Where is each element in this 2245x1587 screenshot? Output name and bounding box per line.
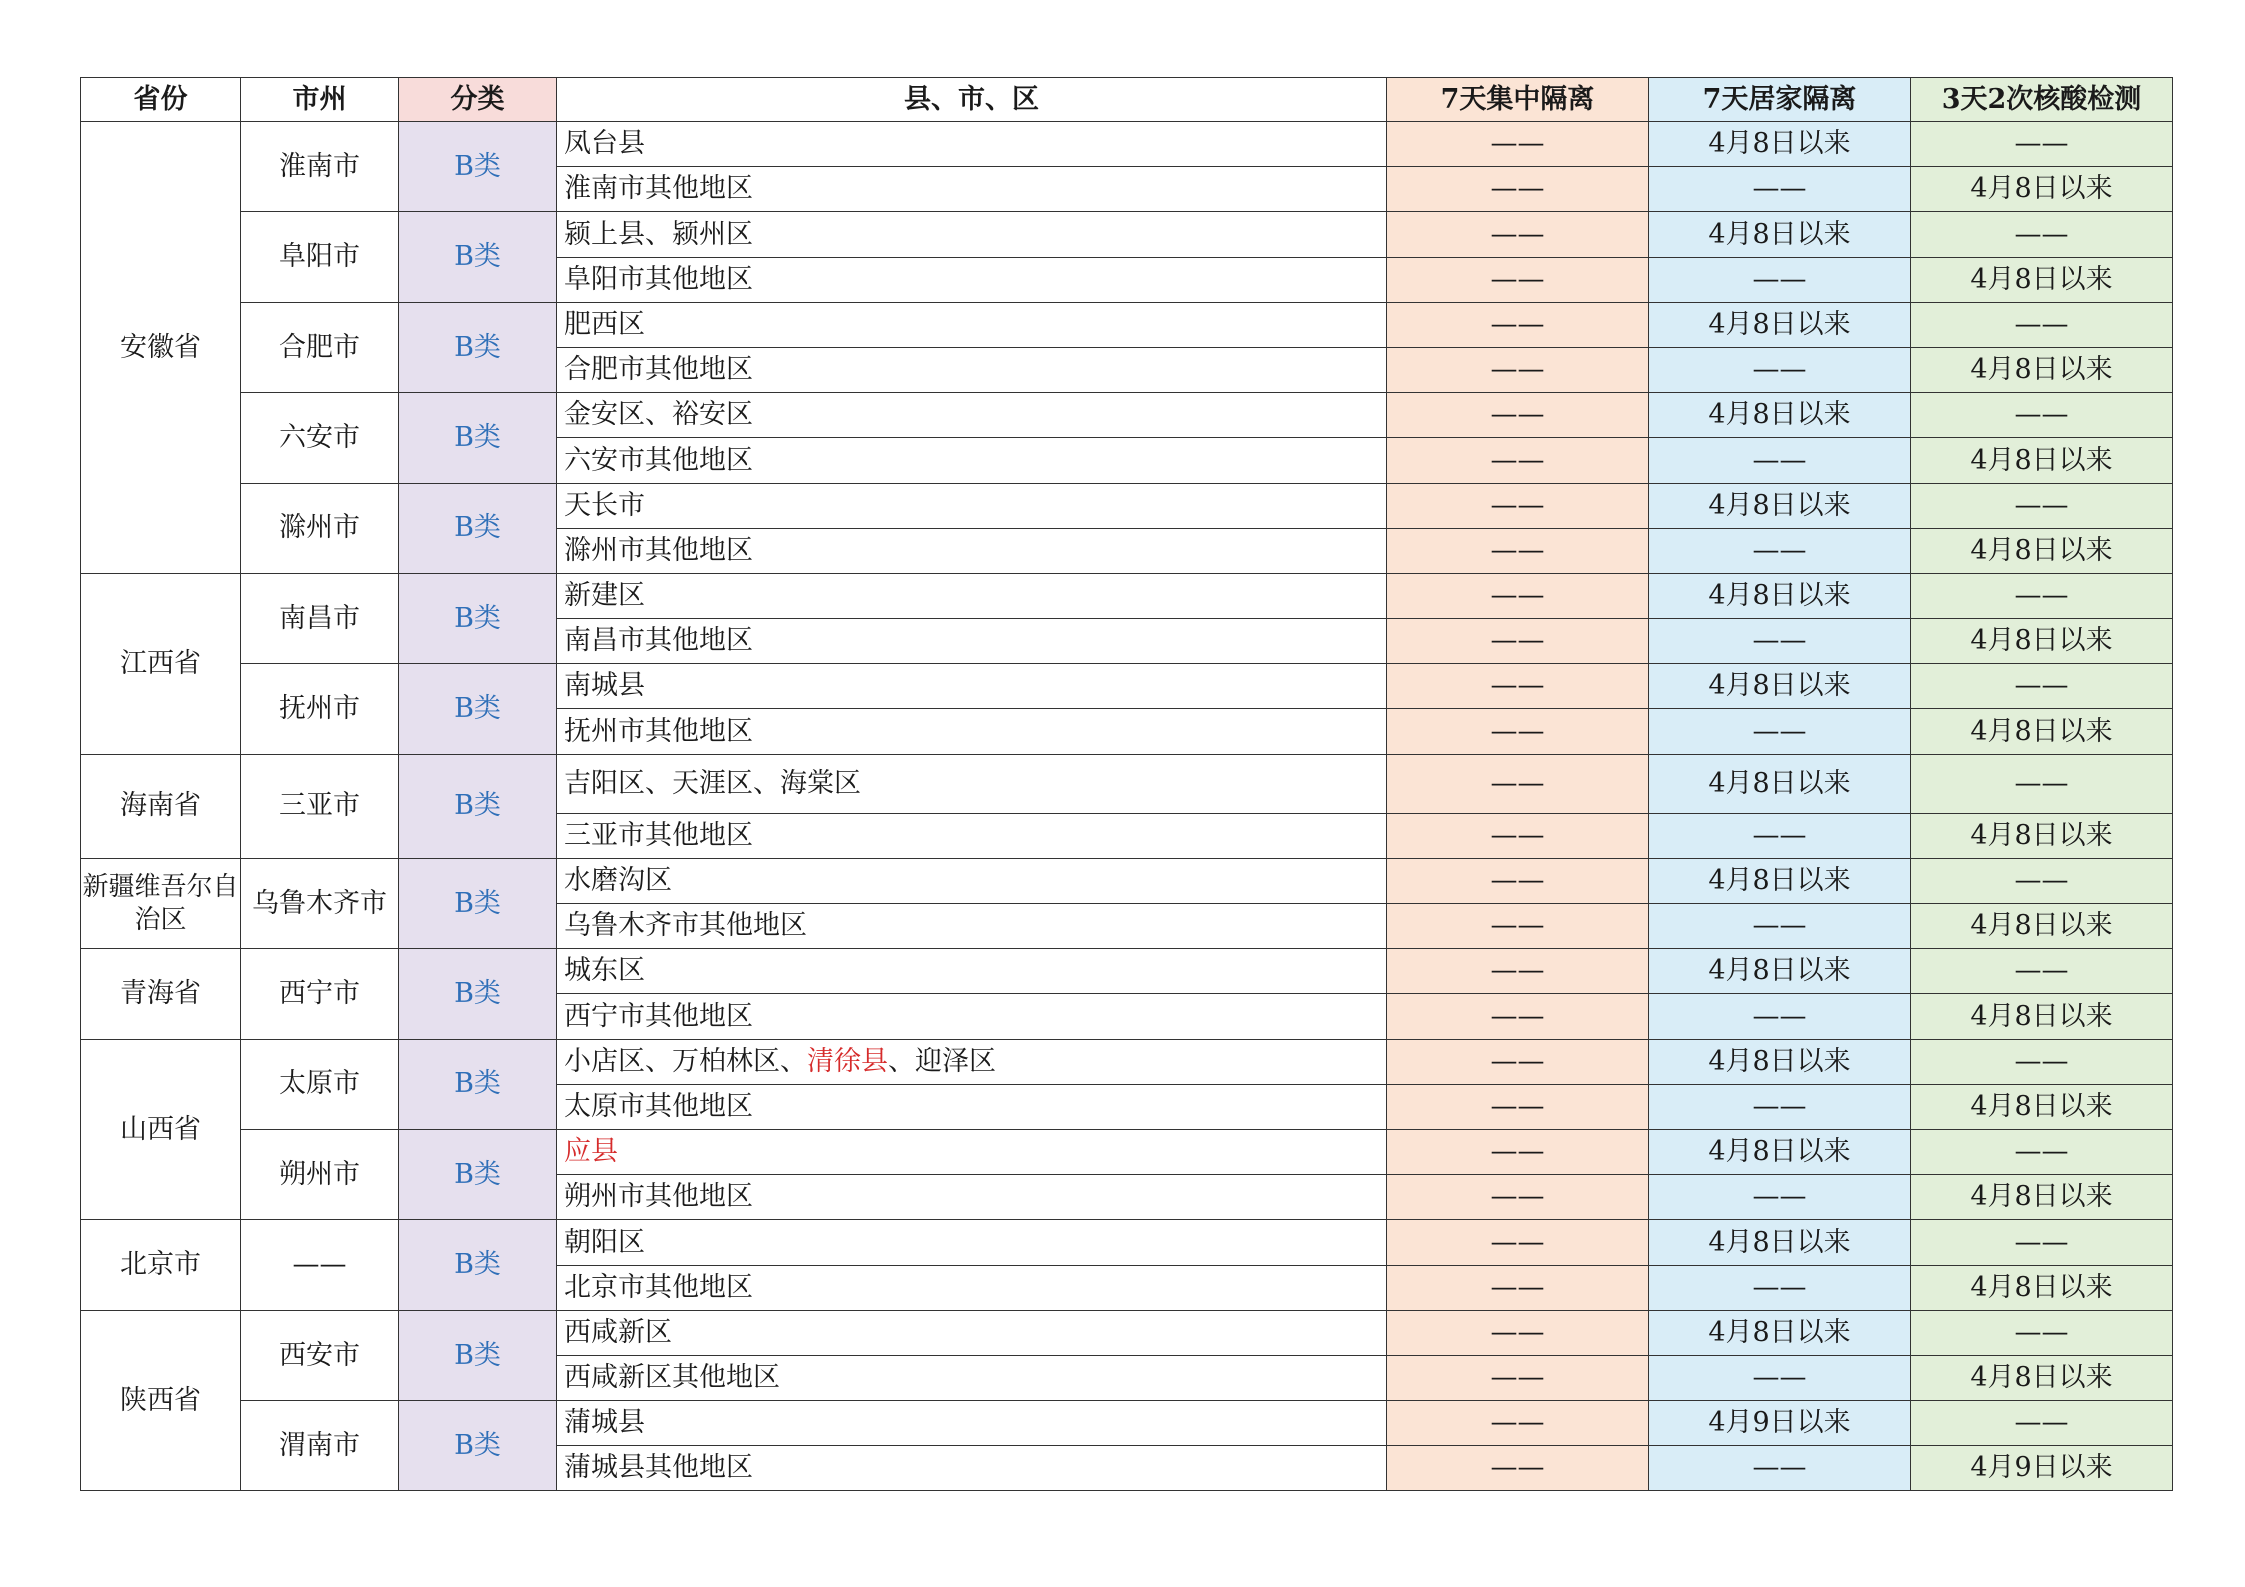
home-quarantine-cell: 4月9日以来 xyxy=(1649,1401,1911,1446)
county-cell: 乌鲁木齐市其他地区 xyxy=(557,904,1387,949)
table-row xyxy=(81,1310,2173,1355)
county-cell: 城东区 xyxy=(557,949,1387,994)
nucleic-test-cell: 4月8日以来 xyxy=(1911,528,2173,573)
city-cell: 乌鲁木齐市 xyxy=(241,858,399,948)
table-row xyxy=(81,1220,2173,1265)
home-quarantine-cell: 4月8日以来 xyxy=(1649,858,1911,903)
home-quarantine-cell: —— xyxy=(1649,1084,1911,1129)
category-cell: B类 xyxy=(399,949,557,1039)
category-cell: B类 xyxy=(399,122,557,212)
home-quarantine-cell: —— xyxy=(1649,347,1911,392)
city-cell: 滁州市 xyxy=(241,483,399,573)
county-cell: 金安区、裕安区 xyxy=(557,393,1387,438)
nucleic-test-cell: 4月8日以来 xyxy=(1911,994,2173,1039)
province-cell: 海南省 xyxy=(81,754,241,858)
nucleic-test-cell: 4月8日以来 xyxy=(1911,1265,2173,1310)
home-quarantine-cell: —— xyxy=(1649,904,1911,949)
province-cell: 山西省 xyxy=(81,1039,241,1220)
home-quarantine-cell: 4月8日以来 xyxy=(1649,573,1911,618)
city-cell: 淮南市 xyxy=(241,122,399,212)
city-cell: 朔州市 xyxy=(241,1129,399,1219)
county-cell: 水磨沟区 xyxy=(557,858,1387,903)
county-cell: 北京市其他地区 xyxy=(557,1265,1387,1310)
nucleic-test-cell: 4月8日以来 xyxy=(1911,619,2173,664)
county-cell: 天长市 xyxy=(557,483,1387,528)
home-quarantine-cell: 4月8日以来 xyxy=(1649,483,1911,528)
home-quarantine-cell: —— xyxy=(1649,619,1911,664)
city-cell: 渭南市 xyxy=(241,1401,399,1491)
central-quarantine-cell: —— xyxy=(1387,949,1649,994)
category-cell: B类 xyxy=(399,754,557,858)
header-city: 市州 xyxy=(241,78,399,122)
header-county: 县、市、区 xyxy=(557,78,1387,122)
central-quarantine-cell: —— xyxy=(1387,619,1649,664)
city-cell: 合肥市 xyxy=(241,302,399,392)
category-cell: B类 xyxy=(399,1039,557,1129)
province-cell: 江西省 xyxy=(81,573,241,754)
county-cell: 抚州市其他地区 xyxy=(557,709,1387,754)
nucleic-test-cell: 4月8日以来 xyxy=(1911,709,2173,754)
home-quarantine-cell: 4月8日以来 xyxy=(1649,754,1911,813)
home-quarantine-cell: 4月8日以来 xyxy=(1649,1310,1911,1355)
county-cell: 肥西区 xyxy=(557,302,1387,347)
table-row xyxy=(81,122,2173,167)
category-cell: B类 xyxy=(399,483,557,573)
county-cell: 南昌市其他地区 xyxy=(557,619,1387,664)
county-cell: 西咸新区其他地区 xyxy=(557,1355,1387,1400)
table-row xyxy=(81,858,2173,903)
nucleic-test-cell: —— xyxy=(1911,1039,2173,1084)
central-quarantine-cell: —— xyxy=(1387,483,1649,528)
county-text: 、迎泽区 xyxy=(888,1045,996,1077)
province-cell: 陕西省 xyxy=(81,1310,241,1491)
central-quarantine-cell: —— xyxy=(1387,664,1649,709)
county-cell: 朔州市其他地区 xyxy=(557,1175,1387,1220)
central-quarantine-cell: —— xyxy=(1387,1355,1649,1400)
county-cell: 蒲城县其他地区 xyxy=(557,1446,1387,1491)
nucleic-test-cell: —— xyxy=(1911,122,2173,167)
province-cell: 青海省 xyxy=(81,949,241,1039)
home-quarantine-cell: —— xyxy=(1649,257,1911,302)
central-quarantine-cell: —— xyxy=(1387,1084,1649,1129)
nucleic-test-cell: —— xyxy=(1911,858,2173,903)
category-cell: B类 xyxy=(399,1220,557,1310)
province-cell: 新疆维吾尔自治区 xyxy=(81,858,241,948)
nucleic-test-cell: —— xyxy=(1911,302,2173,347)
category-cell: B类 xyxy=(399,858,557,948)
county-cell xyxy=(557,1039,1387,1084)
table-row xyxy=(81,302,2173,347)
home-quarantine-cell: 4月8日以来 xyxy=(1649,122,1911,167)
table-row xyxy=(81,1401,2173,1446)
home-quarantine-cell: —— xyxy=(1649,528,1911,573)
home-quarantine-cell: 4月8日以来 xyxy=(1649,664,1911,709)
city-cell: 六安市 xyxy=(241,393,399,483)
home-quarantine-cell: —— xyxy=(1649,709,1911,754)
table-row xyxy=(81,1039,2173,1084)
central-quarantine-cell: —— xyxy=(1387,754,1649,813)
nucleic-test-cell: 4月8日以来 xyxy=(1911,1355,2173,1400)
nucleic-test-cell: —— xyxy=(1911,483,2173,528)
home-quarantine-cell: 4月8日以来 xyxy=(1649,1039,1911,1084)
table-body xyxy=(81,122,2173,1491)
central-quarantine-cell: —— xyxy=(1387,1310,1649,1355)
nucleic-test-cell: 4月8日以来 xyxy=(1911,813,2173,858)
central-quarantine-cell: —— xyxy=(1387,709,1649,754)
nucleic-test-cell: —— xyxy=(1911,1310,2173,1355)
county-cell: 淮南市其他地区 xyxy=(557,167,1387,212)
nucleic-test-cell: 4月8日以来 xyxy=(1911,904,2173,949)
county-cell: 蒲城县 xyxy=(557,1401,1387,1446)
city-cell: 三亚市 xyxy=(241,754,399,858)
city-cell: 太原市 xyxy=(241,1039,399,1129)
central-quarantine-cell: —— xyxy=(1387,1220,1649,1265)
category-cell: B类 xyxy=(399,1401,557,1491)
home-quarantine-cell: 4月8日以来 xyxy=(1649,393,1911,438)
county-cell: 西咸新区 xyxy=(557,1310,1387,1355)
county-cell: 朝阳区 xyxy=(557,1220,1387,1265)
nucleic-test-cell: —— xyxy=(1911,573,2173,618)
nucleic-test-cell: 4月8日以来 xyxy=(1911,1084,2173,1129)
header-province: 省份 xyxy=(81,78,241,122)
category-cell: B类 xyxy=(399,573,557,663)
home-quarantine-cell: —— xyxy=(1649,994,1911,1039)
central-quarantine-cell: —— xyxy=(1387,858,1649,903)
home-quarantine-cell: 4月8日以来 xyxy=(1649,212,1911,257)
central-quarantine-cell: —— xyxy=(1387,994,1649,1039)
central-quarantine-cell: —— xyxy=(1387,1039,1649,1084)
nucleic-test-cell: 4月8日以来 xyxy=(1911,167,2173,212)
category-cell: B类 xyxy=(399,212,557,302)
province-cell: 安徽省 xyxy=(81,122,241,574)
county-cell: 西宁市其他地区 xyxy=(557,994,1387,1039)
central-quarantine-cell: —— xyxy=(1387,393,1649,438)
nucleic-test-cell: 4月8日以来 xyxy=(1911,347,2173,392)
county-cell: 太原市其他地区 xyxy=(557,1084,1387,1129)
central-quarantine-cell: —— xyxy=(1387,1446,1649,1491)
nucleic-test-cell: —— xyxy=(1911,1129,2173,1174)
header-nucleic-test: 3天2次核酸检测 xyxy=(1911,78,2173,122)
header-category: 分类 xyxy=(399,78,557,122)
central-quarantine-cell: —— xyxy=(1387,1129,1649,1174)
city-cell: 抚州市 xyxy=(241,664,399,754)
nucleic-test-cell: 4月9日以来 xyxy=(1911,1446,2173,1491)
nucleic-test-cell: 4月8日以来 xyxy=(1911,438,2173,483)
category-cell: B类 xyxy=(399,1129,557,1219)
county-cell: 凤台县 xyxy=(557,122,1387,167)
county-cell: 阜阳市其他地区 xyxy=(557,257,1387,302)
nucleic-test-cell: —— xyxy=(1911,664,2173,709)
table-header xyxy=(81,78,2173,122)
province-cell: 北京市 xyxy=(81,1220,241,1310)
city-cell: —— xyxy=(241,1220,399,1310)
county-cell: 滁州市其他地区 xyxy=(557,528,1387,573)
county-cell: 三亚市其他地区 xyxy=(557,813,1387,858)
central-quarantine-cell: —— xyxy=(1387,122,1649,167)
nucleic-test-cell: —— xyxy=(1911,1401,2173,1446)
home-quarantine-cell: —— xyxy=(1649,167,1911,212)
central-quarantine-cell: —— xyxy=(1387,167,1649,212)
city-cell: 阜阳市 xyxy=(241,212,399,302)
nucleic-test-cell: 4月8日以来 xyxy=(1911,1175,2173,1220)
category-cell: B类 xyxy=(399,393,557,483)
city-cell: 西安市 xyxy=(241,1310,399,1400)
central-quarantine-cell: —— xyxy=(1387,347,1649,392)
home-quarantine-cell: 4月8日以来 xyxy=(1649,949,1911,994)
home-quarantine-cell: 4月8日以来 xyxy=(1649,1220,1911,1265)
category-cell: B类 xyxy=(399,1310,557,1400)
county-highlight: 清徐县 xyxy=(807,1045,888,1077)
table-row xyxy=(81,573,2173,618)
county-cell: 六安市其他地区 xyxy=(557,438,1387,483)
county-cell: 南城县 xyxy=(557,664,1387,709)
central-quarantine-cell: —— xyxy=(1387,1265,1649,1310)
home-quarantine-cell: —— xyxy=(1649,1355,1911,1400)
city-cell: 南昌市 xyxy=(241,573,399,663)
central-quarantine-cell: —— xyxy=(1387,813,1649,858)
nucleic-test-cell: —— xyxy=(1911,754,2173,813)
category-cell: B类 xyxy=(399,302,557,392)
header-home-quarantine: 7天居家隔离 xyxy=(1649,78,1911,122)
county-highlight: 应县 xyxy=(564,1136,618,1168)
county-cell: 吉阳区、天涯区、海棠区 xyxy=(557,754,1387,813)
home-quarantine-cell: 4月8日以来 xyxy=(1649,302,1911,347)
table-row xyxy=(81,664,2173,709)
table-row xyxy=(81,483,2173,528)
nucleic-test-cell: 4月8日以来 xyxy=(1911,257,2173,302)
table-row xyxy=(81,212,2173,257)
county-cell xyxy=(557,1129,1387,1174)
table-row xyxy=(81,1129,2173,1174)
county-cell: 颍上县、颍州区 xyxy=(557,212,1387,257)
central-quarantine-cell: —— xyxy=(1387,904,1649,949)
central-quarantine-cell: —— xyxy=(1387,302,1649,347)
table-row xyxy=(81,949,2173,994)
home-quarantine-cell: —— xyxy=(1649,813,1911,858)
category-cell: B类 xyxy=(399,664,557,754)
nucleic-test-cell: —— xyxy=(1911,212,2173,257)
county-cell: 合肥市其他地区 xyxy=(557,347,1387,392)
home-quarantine-cell: —— xyxy=(1649,1265,1911,1310)
quarantine-policy-table xyxy=(80,77,2173,1491)
city-cell: 西宁市 xyxy=(241,949,399,1039)
header-central-quarantine: 7天集中隔离 xyxy=(1387,78,1649,122)
central-quarantine-cell: —— xyxy=(1387,1175,1649,1220)
home-quarantine-cell: —— xyxy=(1649,1446,1911,1491)
county-cell: 新建区 xyxy=(557,573,1387,618)
central-quarantine-cell: —— xyxy=(1387,1401,1649,1446)
nucleic-test-cell: —— xyxy=(1911,393,2173,438)
nucleic-test-cell: —— xyxy=(1911,1220,2173,1265)
central-quarantine-cell: —— xyxy=(1387,438,1649,483)
home-quarantine-cell: —— xyxy=(1649,438,1911,483)
central-quarantine-cell: —— xyxy=(1387,257,1649,302)
central-quarantine-cell: —— xyxy=(1387,212,1649,257)
nucleic-test-cell: —— xyxy=(1911,949,2173,994)
home-quarantine-cell: 4月8日以来 xyxy=(1649,1129,1911,1174)
header-row xyxy=(81,78,2173,122)
central-quarantine-cell: —— xyxy=(1387,528,1649,573)
central-quarantine-cell: —— xyxy=(1387,573,1649,618)
home-quarantine-cell: —— xyxy=(1649,1175,1911,1220)
table-row xyxy=(81,754,2173,813)
table-row xyxy=(81,393,2173,438)
county-text: 小店区、万柏林区、 xyxy=(564,1045,807,1077)
